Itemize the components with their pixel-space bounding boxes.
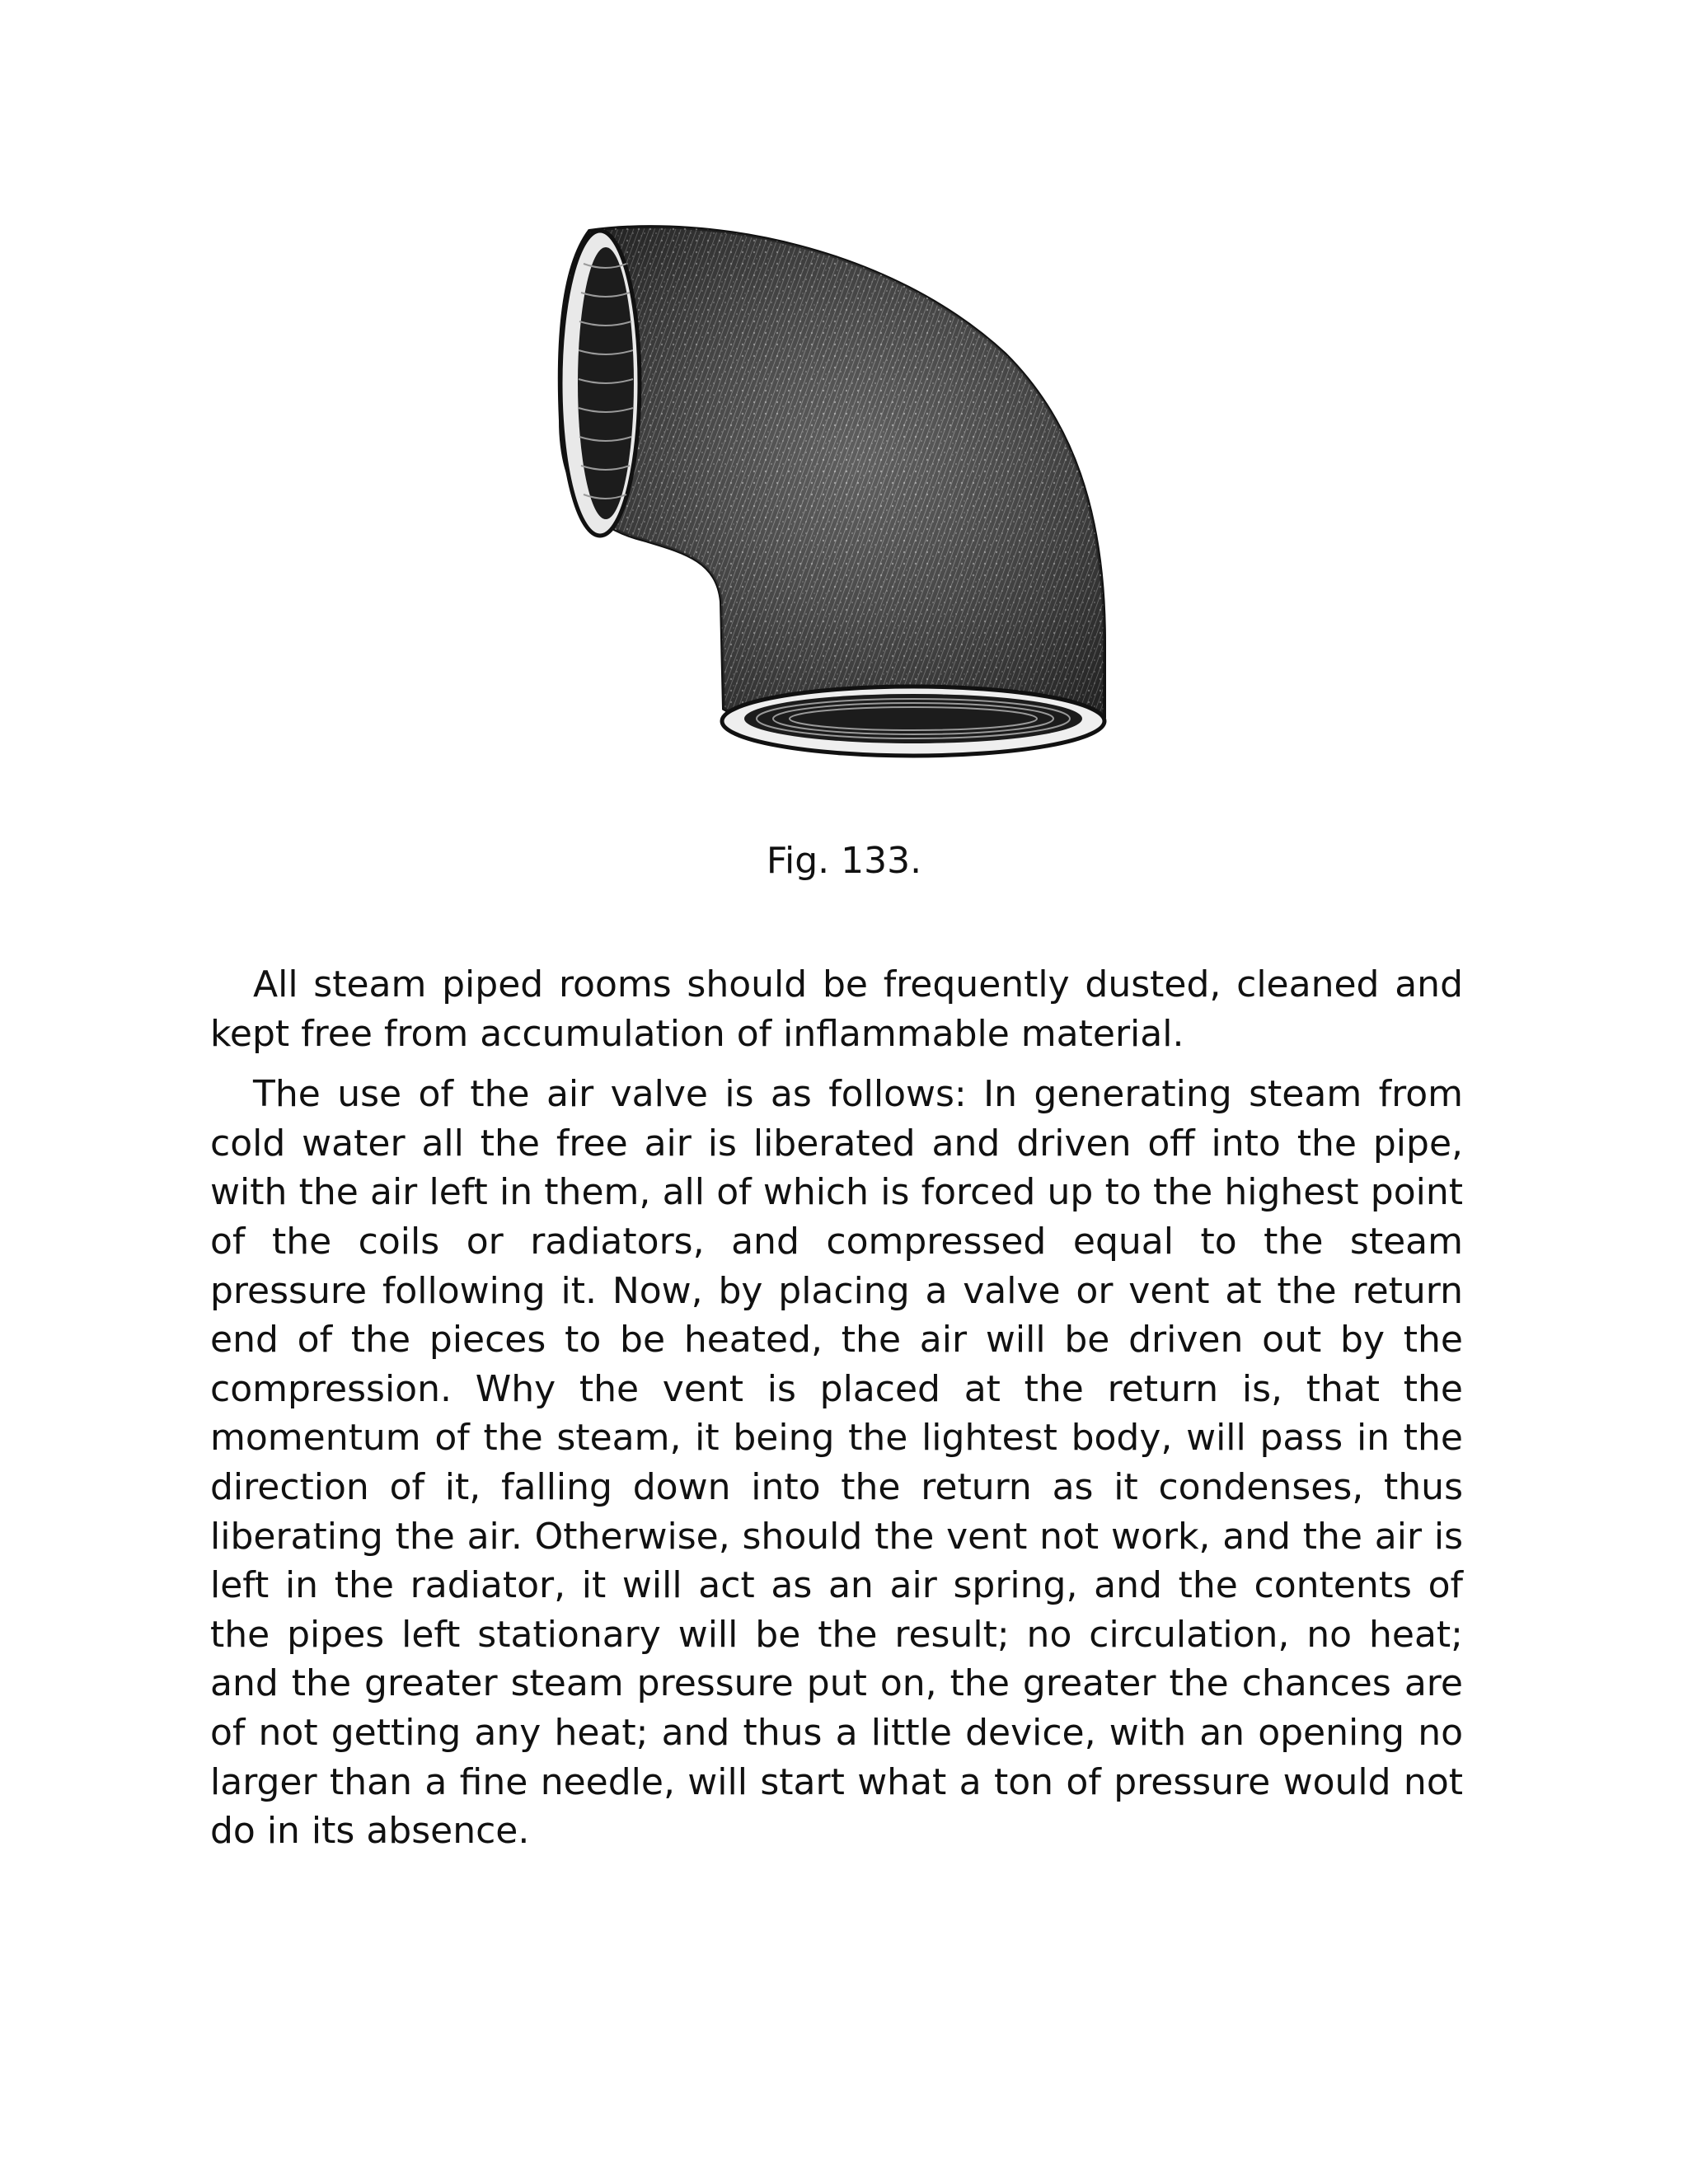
pipe-elbow-illustration xyxy=(544,214,1121,791)
pipe-elbow-icon xyxy=(544,214,1121,791)
figure-caption: Fig. 133. xyxy=(766,840,922,882)
body-text xyxy=(210,960,1463,1868)
paragraph: The use of the air valve is as follows: In generating steam from cold water all the free air is liberated and driven off into the pipe, with the air left in them, all of which is forced up to the highest point of the coils or radiators, and compressed equal to the steam pressure following it. Now, by placing a valve or vent at the return end of the pieces to be heated, the air will be driven out by the compression. Why the vent is placed at the return is, that the momentum of the steam, it being the lightest body, will pass in the direction of it, falling down into the return as it condenses, thus liberating the air. Otherwise, should the vent not work, and the air is left in the radiator, it will act as an air spring, and the contents of the pipes left stationary will be the result; no circulation, no heat; and the greater steam pressure put on, the greater the chances are of not getting any heat; and thus a little device, with an opening no larger than a fine needle, will start what a ton of pressure would not do in its absence. xyxy=(210,1073,1463,1853)
paragraph: All steam piped rooms should be frequently dusted, cleaned and kept free from accumulation of inflammable material. xyxy=(210,963,1463,1055)
